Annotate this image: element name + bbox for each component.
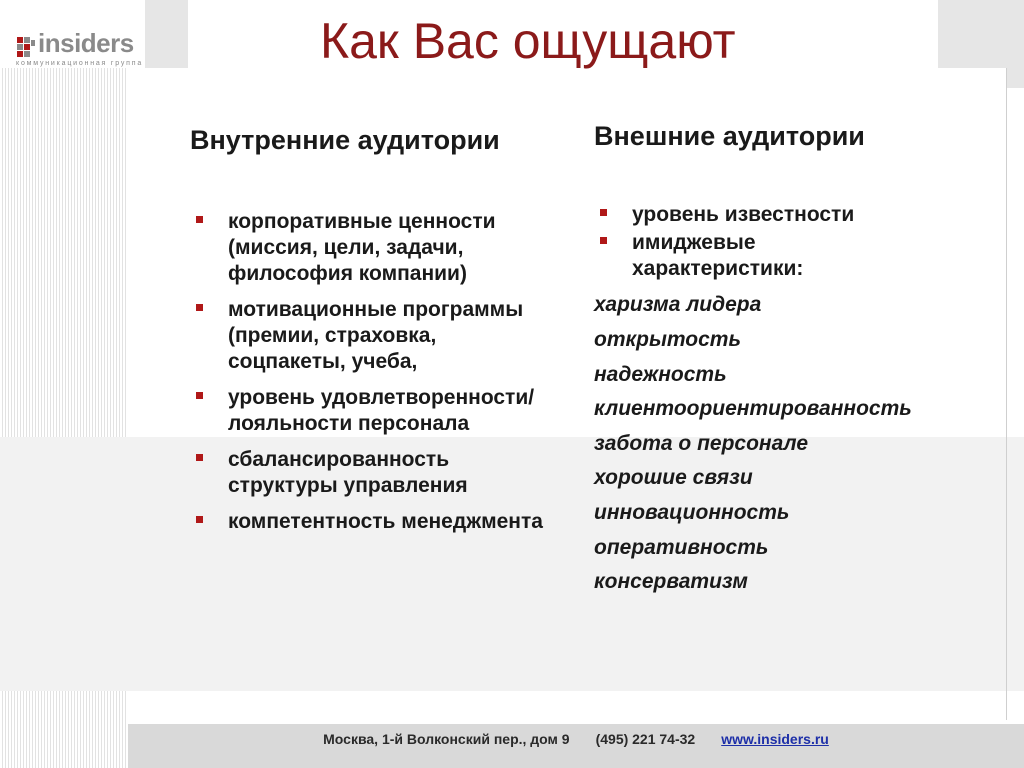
trait-item: оперативность — [594, 535, 769, 559]
list-item-text: уровень известности — [632, 203, 855, 227]
internal-audiences-column — [190, 124, 550, 545]
list-item-text: компетентность менеджмента — [228, 510, 543, 534]
footer-address: Москва, 1-й Волконский пер., дом 9 — [323, 731, 570, 747]
trait-item: открытость — [594, 327, 741, 351]
list-item — [190, 297, 550, 375]
list-item — [594, 202, 994, 228]
list-item-text: мотивационные программы (премии, страховка, соцпакеты, учеба, — [228, 298, 524, 374]
list-item — [190, 385, 550, 437]
list-item-text: сбалансированность структуры управления — [228, 448, 468, 498]
footer-phone: (495) 221 74-32 — [595, 731, 696, 747]
external-audiences-list — [594, 202, 994, 282]
logo-mark-icon — [17, 37, 37, 57]
decor-tile — [938, 0, 1024, 68]
list-item-text: имиджевые характеристики: — [632, 231, 804, 281]
logo-wordmark: insiders — [38, 28, 134, 58]
bullet-icon — [600, 237, 607, 244]
internal-audiences-list — [190, 209, 550, 535]
website-link[interactable]: www.insiders.ru — [721, 731, 829, 747]
decor-tile — [1007, 68, 1024, 88]
bullet-icon — [196, 454, 203, 461]
trait-item: клиентоориентированность — [594, 397, 912, 421]
bullet-icon — [196, 304, 203, 311]
list-item — [190, 447, 550, 499]
list-item — [190, 209, 550, 287]
external-audiences-column — [594, 120, 994, 600]
trait-item: забота о персонале — [594, 431, 808, 455]
bullet-icon — [600, 209, 607, 216]
logo[interactable] — [0, 0, 145, 68]
list-item-text: уровень удовлетворенности/ лояльности персонала — [228, 386, 535, 436]
trait-item: консерватизм — [594, 570, 748, 594]
internal-audiences-heading: Внутренние аудитории — [190, 125, 500, 155]
list-item — [594, 230, 994, 282]
footer — [128, 724, 1024, 754]
decor-tile — [145, 0, 188, 68]
trait-item: хорошие связи — [594, 466, 753, 490]
divider-line — [1006, 68, 1007, 720]
trait-item: харизма лидера — [594, 293, 762, 317]
image-traits-list — [594, 288, 994, 599]
bullet-icon — [196, 516, 203, 523]
trait-item: инновационность — [594, 500, 790, 524]
slide-title: Как Вас ощущают — [320, 13, 736, 69]
external-audiences-heading: Внешние аудитории — [594, 121, 865, 151]
list-item — [190, 509, 550, 535]
bullet-icon — [196, 392, 203, 399]
logo-tagline: коммуникационная группа — [16, 60, 144, 67]
trait-item: надежность — [594, 362, 727, 386]
list-item-text: корпоративные ценности (миссия, цели, задачи, философия компании) — [228, 210, 496, 286]
bullet-icon — [196, 216, 203, 223]
